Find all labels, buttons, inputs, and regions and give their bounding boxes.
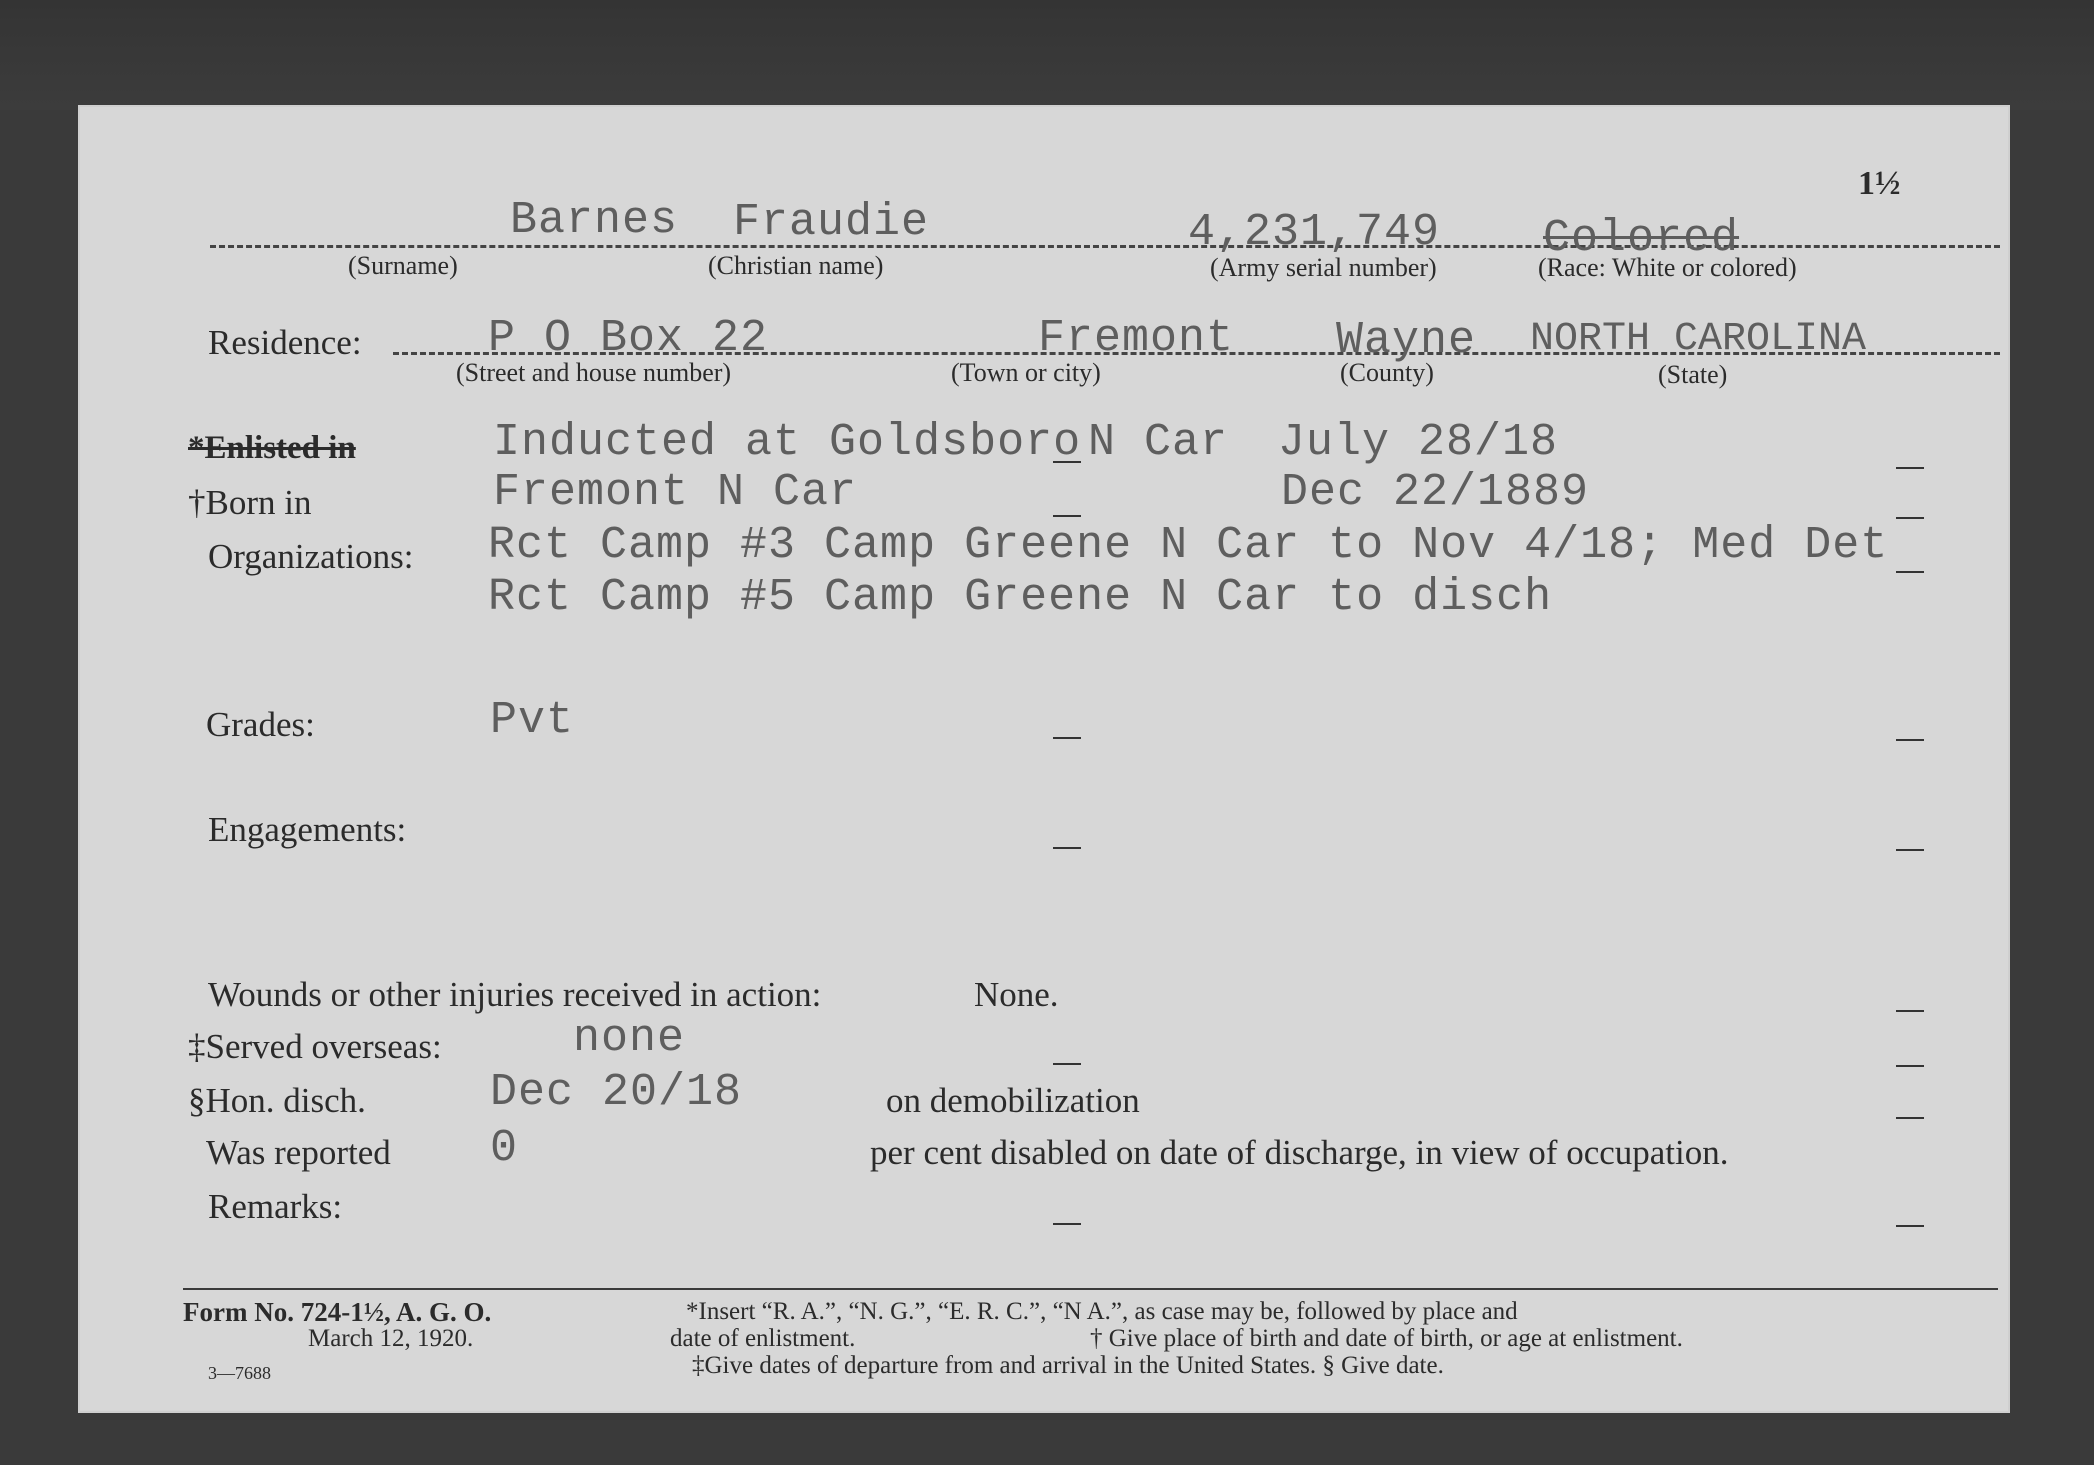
grades-dash-end: [1896, 739, 1924, 741]
enlisted-dash-mid: [1053, 461, 1081, 463]
footer-note-2b: † Give place of birth and date of birth, or age at enlistment.: [1090, 1325, 1683, 1352]
print-number: 3—7688: [208, 1363, 271, 1383]
residence-label: Residence:: [208, 323, 362, 362]
christian-name-caption: (Christian name): [708, 251, 884, 280]
footer-note-3: ‡Give dates of departure from and arrival in the United States. § Give date.: [692, 1352, 1444, 1379]
born-date-value: Dec 22/1889: [1281, 467, 1590, 518]
grades-dash-mid: [1053, 737, 1081, 739]
wounds-value: None.: [974, 975, 1059, 1014]
surname-value: Barnes: [510, 195, 679, 246]
race-caption: (Race: White or colored): [1538, 253, 1797, 282]
serial-number-value: 4,231,749: [1188, 207, 1441, 258]
engagements-label: Engagements:: [208, 810, 407, 849]
enlisted-date-value: July 28/18: [1278, 417, 1559, 468]
form-date: March 12, 1920.: [308, 1325, 474, 1352]
reported-value: 0: [490, 1123, 519, 1174]
state-caption: (State): [1658, 360, 1728, 389]
organizations-line1: Rct Camp #3 Camp Greene N Car to Nov 4/18; Med Det: [488, 520, 1889, 571]
record-card: [78, 105, 2010, 1413]
overseas-dash-mid: [1053, 1063, 1081, 1065]
grades-label: Grades:: [206, 705, 315, 744]
street-value: P O Box 22: [488, 313, 769, 364]
organizations-line2: Rct Camp #5 Camp Greene N Car to disch: [488, 572, 1553, 623]
engagements-dash-end: [1896, 849, 1924, 851]
organizations-label: Organizations:: [208, 537, 414, 576]
grades-value: Pvt: [490, 695, 575, 746]
footer-rule: [183, 1288, 1998, 1290]
wounds-label: Wounds or other injuries received in action:: [208, 975, 822, 1014]
engagements-dash-mid: [1053, 847, 1081, 849]
serial-number-caption: (Army serial number): [1210, 253, 1437, 282]
race-value: Colored: [1543, 213, 1740, 264]
enlisted-place-suffix: N Car: [1088, 417, 1229, 468]
organizations-dash-end: [1896, 571, 1924, 573]
discharge-label: §Hon. disch.: [188, 1081, 366, 1120]
overseas-dash-end: [1896, 1065, 1924, 1067]
born-dash-end: [1896, 517, 1924, 519]
enlisted-place-value: Inducted at Goldsboro: [493, 417, 1082, 468]
form-number: Form No. 724-1½, A. G. O.: [183, 1297, 492, 1327]
born-label: †Born in: [188, 483, 312, 522]
town-caption: (Town or city): [951, 358, 1101, 387]
footer-note-1: *Insert “R. A.”, “N. G.”, “E. R. C.”, “N A.”, as case may be, followed by place and: [686, 1298, 1518, 1325]
remarks-label: Remarks:: [208, 1187, 343, 1226]
wounds-dash-end: [1896, 1010, 1924, 1012]
overseas-value: none: [573, 1013, 686, 1064]
overseas-label: ‡Served overseas:: [188, 1027, 442, 1066]
remarks-dash-mid: [1053, 1223, 1081, 1225]
county-caption: (County): [1340, 358, 1434, 387]
enlisted-label: *Enlisted in: [188, 430, 356, 466]
state-value: NORTH CAROLINA: [1530, 317, 1867, 362]
discharge-date-value: Dec 20/18: [490, 1067, 743, 1118]
footer-note-2a: date of enlistment.: [670, 1325, 856, 1352]
discharge-note: on demobilization: [886, 1081, 1140, 1120]
born-place-value: Fremont N Car: [493, 467, 858, 518]
surname-caption: (Surname): [348, 251, 458, 280]
reported-text: per cent disabled on date of discharge, in view of occupation.: [870, 1133, 1729, 1172]
christian-name-value: Fraudie: [733, 197, 930, 248]
town-value: Fremont: [1038, 313, 1235, 364]
enlisted-dash-end: [1896, 467, 1924, 469]
county-value: Wayne: [1336, 315, 1477, 366]
born-dash-mid: [1053, 515, 1081, 517]
remarks-dash-end: [1896, 1225, 1924, 1227]
corner-mark: 1½: [1858, 165, 1901, 202]
discharge-dash-end: [1896, 1117, 1924, 1119]
background: [0, 0, 2094, 110]
reported-label: Was reported: [206, 1133, 391, 1172]
street-caption: (Street and house number): [456, 358, 732, 387]
